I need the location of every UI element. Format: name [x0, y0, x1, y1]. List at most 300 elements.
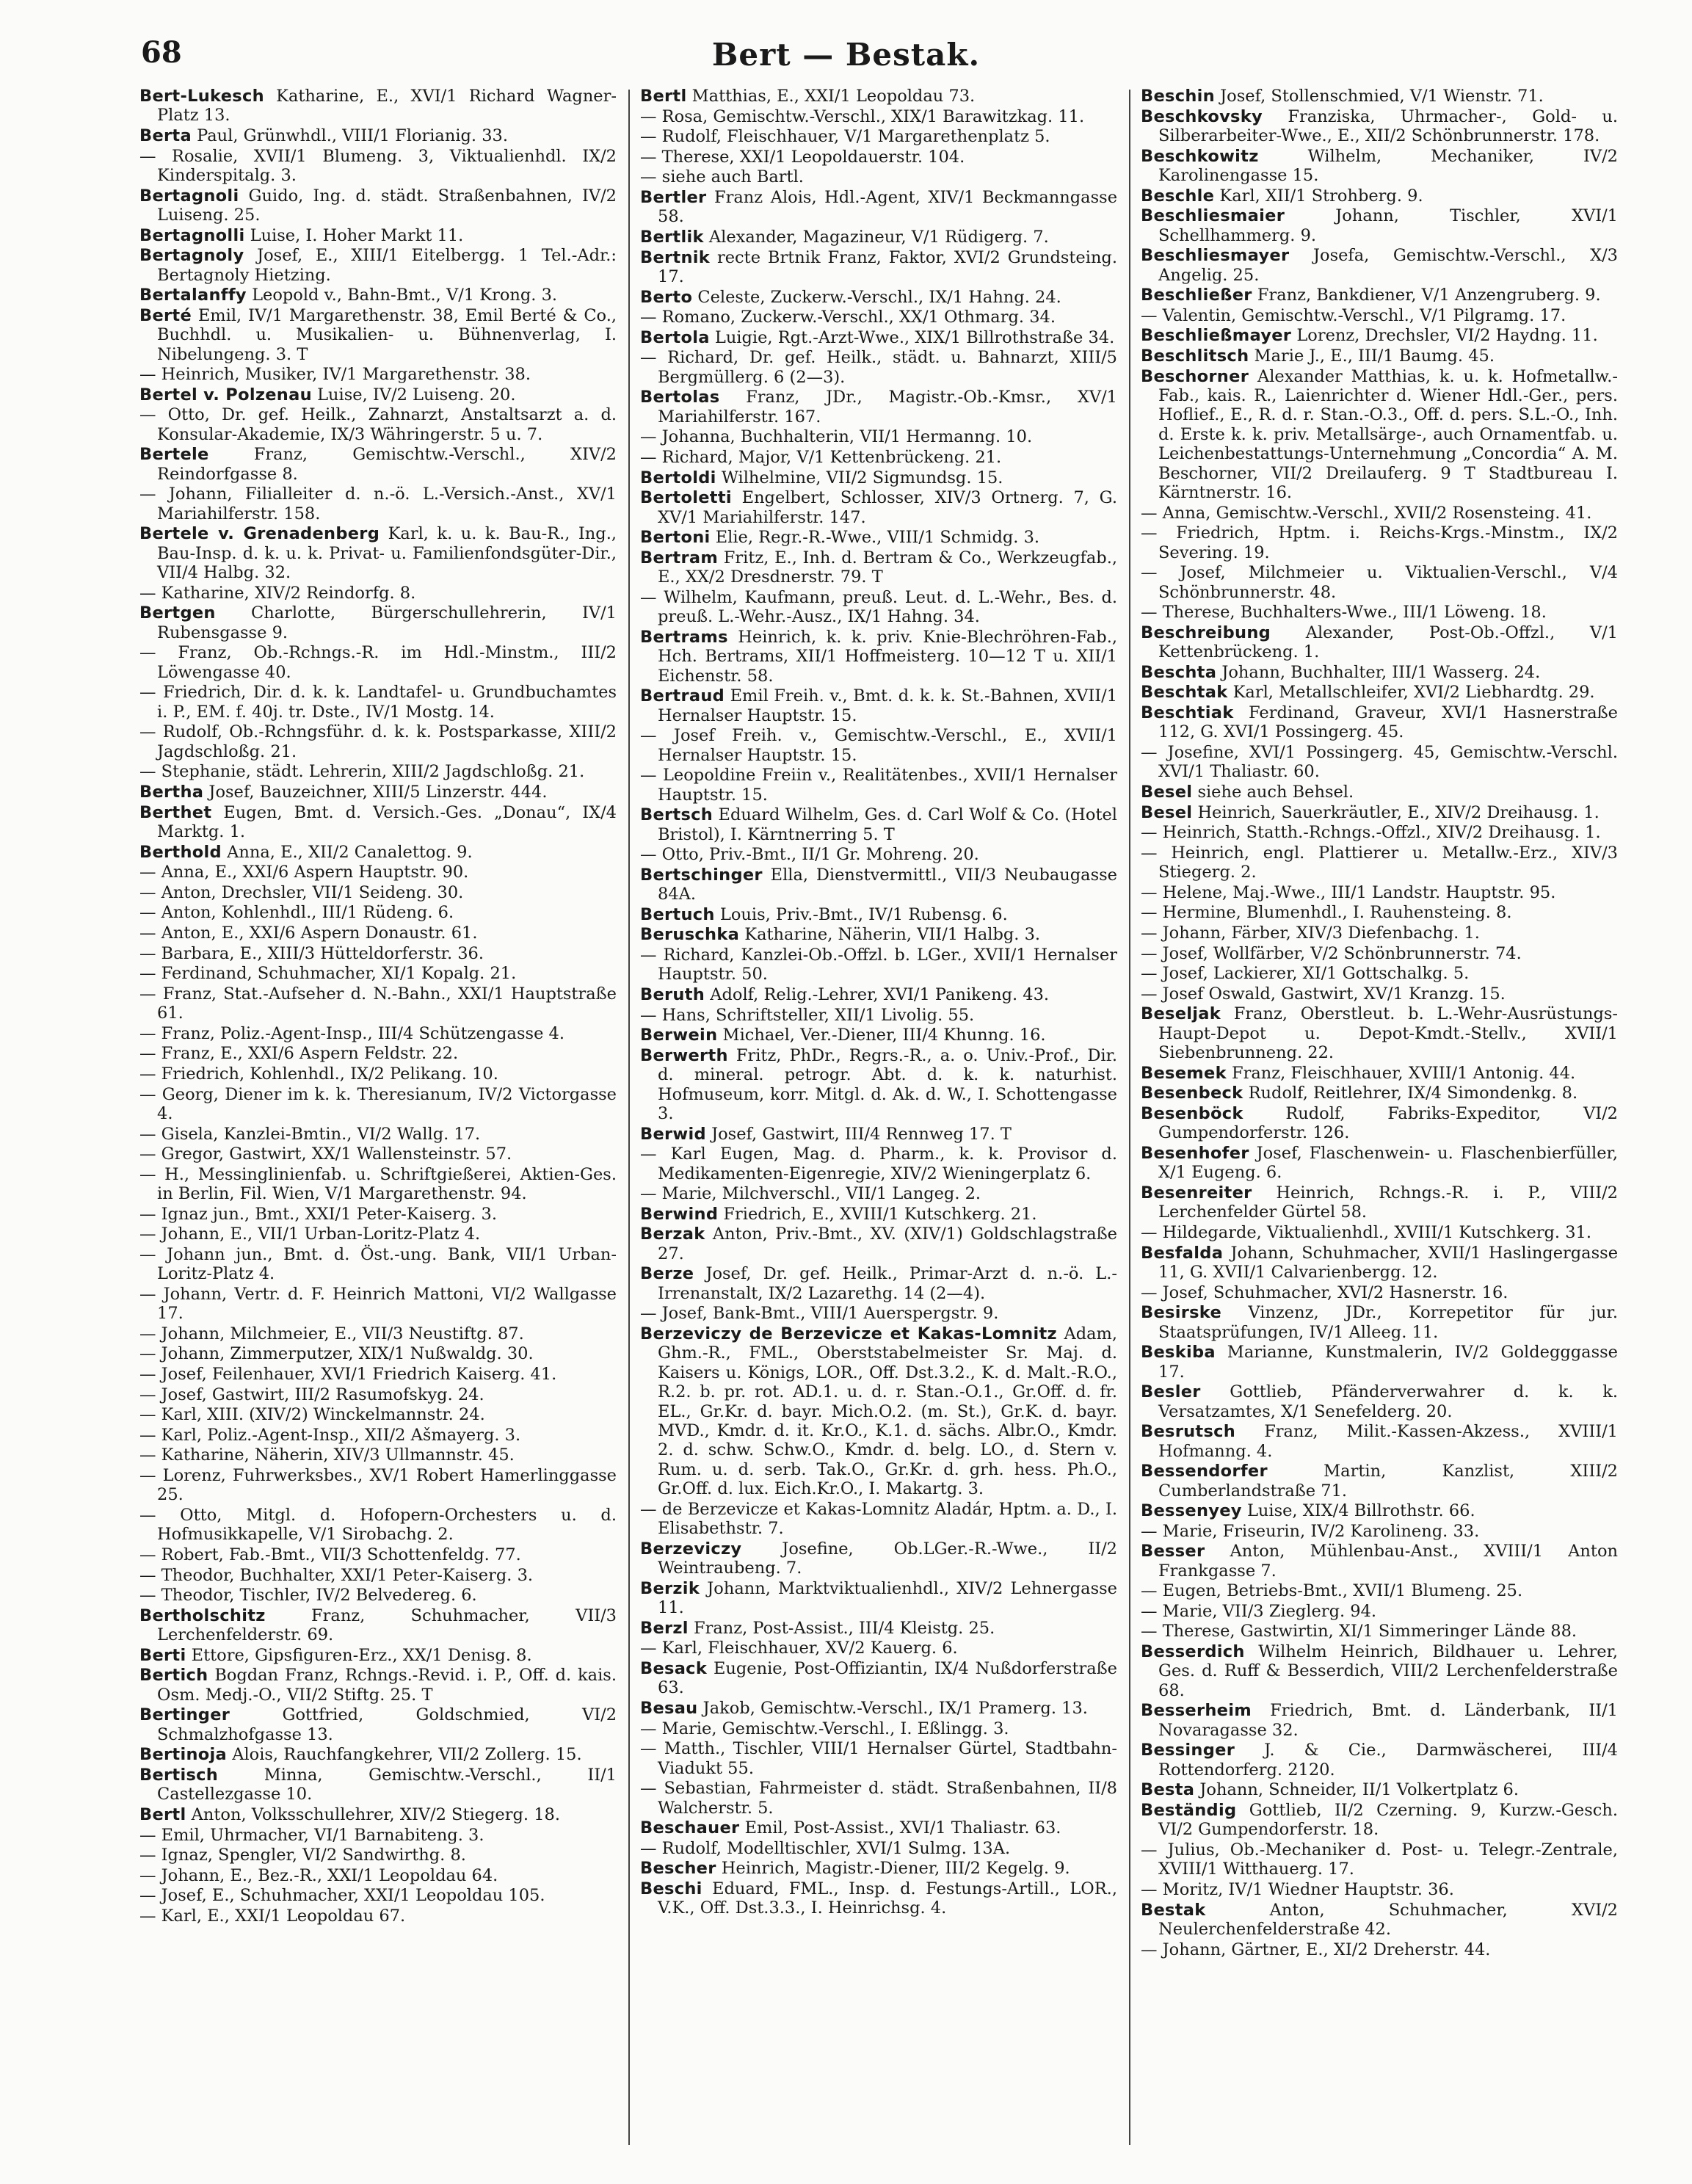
directory-entry	[640, 1579, 1117, 1618]
entry-surname: Beschliesmaier	[1141, 206, 1285, 226]
entry-details: Paul, Grünwhdl., VIII/1 Florianig. 33.	[197, 126, 509, 145]
entry-details: Bogdan Franz, Rchngs.-Revid. i. P., Off. d. kais. Osm. Medj.-O., VII/2 Stiftg. 25. T	[157, 1666, 617, 1705]
directory-entry	[139, 1205, 617, 1224]
directory-entry	[139, 524, 617, 582]
entry-columns	[139, 87, 1630, 2157]
directory-entry	[139, 1826, 617, 1845]
directory-entry	[640, 328, 1117, 347]
directory-entry	[640, 1324, 1117, 1499]
entry-details: — Johann, Gärtner, E., XI/2 Dreherstr. 44.	[1141, 1940, 1491, 1959]
directory-entry	[1141, 367, 1618, 503]
entry-details: Josefine, Ob.LGer.-R.-Wwe., II/2 Weintraubeng. 7.	[658, 1539, 1117, 1578]
directory-entry	[139, 1586, 617, 1605]
entry-surname: Beschreibung	[1141, 623, 1271, 642]
entry-details: — Johann, Zimmerputzer, XIX/1 Nußwaldg. 30.	[139, 1344, 534, 1364]
directory-entry	[139, 365, 617, 384]
directory-entry	[640, 805, 1117, 844]
directory-entry	[640, 1006, 1117, 1025]
directory-entry	[1141, 883, 1618, 902]
entry-details: — Gisela, Kanzlei-Bmtin., VI/2 Wallg. 17.	[139, 1124, 481, 1144]
directory-entry	[1141, 1283, 1618, 1302]
entry-details: Engelbert, Schlosser, XIV/3 Ortnerg. 7, G. XV/1 Mariahilferstr. 147.	[658, 488, 1117, 527]
entry-details: — Franz, Ob.-Rchngs.-R. im Hdl.-Minstm., III/2 Löwengasse 40.	[139, 643, 617, 682]
entry-details: Heinrich, Rchngs.-R. i. P., VIII/2 Lerchenfelder Gürtel 58.	[1158, 1183, 1618, 1222]
entry-details: Luise, IV/2 Luiseng. 20.	[317, 385, 516, 404]
directory-entry	[139, 783, 617, 802]
entry-surname: Bertraud	[640, 686, 725, 706]
directory-entry	[139, 1344, 617, 1363]
entry-details: Johann, Schneider, II/1 Volkertplatz 6.	[1199, 1780, 1519, 1800]
entry-details: Leopold v., Bahn-Bmt., V/1 Krong. 3.	[252, 286, 558, 305]
entry-details: — Anna, Gemischtw.-Verschl., XVII/2 Rosensteing. 41.	[1141, 503, 1592, 523]
directory-entry	[640, 1639, 1117, 1658]
entry-details: — Friedrich, Dir. d. k. k. Landtafel- u. Grundbuchamtes i. P., EM. f. 40j. tr. Dste., IV/1 Mostg. 14.	[139, 683, 617, 722]
entry-details: Marie J., E., III/1 Baumg. 45.	[1254, 346, 1495, 366]
directory-entry	[1141, 1343, 1618, 1382]
directory-entry	[139, 445, 617, 484]
directory-entry	[139, 1324, 617, 1343]
directory-entry	[139, 1024, 617, 1043]
entry-details: Wilhelmine, VII/2 Sigmundsg. 15.	[721, 468, 1003, 487]
entry-details: Guido, Ing. d. städt. Straßenbahnen, IV/2 Luiseng. 25.	[157, 186, 617, 225]
entry-details: Anton, Volksschullehrer, XIV/2 Stiegerg. 18.	[191, 1805, 560, 1824]
entry-surname: Bertgen	[139, 603, 216, 623]
directory-entry	[1141, 347, 1618, 366]
column-divider	[1129, 90, 1130, 2145]
directory-entry	[640, 488, 1117, 527]
directory-entry	[640, 1659, 1117, 1698]
directory-entry	[640, 766, 1117, 805]
directory-entry	[1141, 1581, 1618, 1600]
entry-details: — Franz, Poliz.-Agent-Insp., III/4 Schützengasse 4.	[139, 1023, 565, 1043]
entry-surname: Bessendorfer	[1141, 1462, 1268, 1481]
entry-details: — Rosalie, XVII/1 Blumeng. 3, Viktualienhdl. IX/2 Kinderspitalg. 3.	[139, 146, 617, 185]
directory-entry	[139, 1545, 617, 1564]
entry-surname: Bertel v. Polzenau	[139, 385, 312, 404]
directory-entry	[139, 405, 617, 444]
directory-entry	[139, 903, 617, 922]
entry-details: Adolf, Relig.-Lehrer, XVI/1 Panikeng. 43.	[710, 984, 1050, 1004]
entry-details: Emil, IV/1 Margarethenstr. 38, Emil Berté & Co., Buchhdl. u. Musikalien- u. Bühnenverlag, I. Nibelungeng. 3. T	[157, 305, 617, 364]
directory-entry	[640, 308, 1117, 327]
directory-entry	[139, 1606, 617, 1645]
entry-details: — Richard, Dr. gef. Heilk., städt. u. Bahnarzt, XIII/5 Bergmüllerg. 6 (2—3).	[640, 348, 1117, 387]
directory-entry	[640, 1500, 1117, 1539]
entry-details: Franz Alois, Hdl.-Agent, XIV/1 Beckmanngasse 58.	[658, 187, 1117, 227]
entry-details: Eduard, FML., Insp. d. Festungs-Artill., LOR., V.K., Off. Dst.3.3., I. Heinrichsg. 4.	[658, 1879, 1117, 1918]
directory-entry	[1141, 1701, 1618, 1740]
entry-details: — Leopoldine Freiin v., Realitätenbes., XVII/1 Hernalser Hauptstr. 15.	[640, 766, 1117, 805]
entry-details: — Marie, Milchverschl., VII/1 Langeg. 2.	[640, 1184, 981, 1204]
entry-details: Eugenie, Post-Offiziantin, IX/4 Nußdorferstraße 63.	[658, 1658, 1117, 1698]
entry-details: — Otto, Mitgl. d. Hofopern-Orchesters u. d. Hofmusikkapelle, V/1 Sirobachg. 2.	[139, 1506, 617, 1545]
directory-entry	[1141, 107, 1618, 146]
entry-details: Gottlieb, II/2 Czerning. 9, Kurzw.-Gesch. VI/2 Gumpendorferstr. 18.	[1158, 1801, 1618, 1840]
entry-surname: Berzeviczy	[640, 1539, 742, 1559]
entry-details: Heinrich, k. k. priv. Knie-Blechröhren-Fab., Hch. Bertrams, XII/1 Hoffmeisterg. 10—12 T u. XII/1 Eichenstr. 58.	[658, 627, 1117, 686]
directory-entry	[139, 1405, 617, 1424]
directory-entry	[139, 1225, 617, 1244]
directory-entry	[640, 1719, 1117, 1738]
entry-details: — Johann, E., Bez.-R., XXI/1 Leopoldau 64.	[139, 1865, 498, 1885]
directory-entry	[139, 385, 617, 404]
directory-entry	[1141, 1901, 1618, 1940]
directory-entry	[139, 984, 617, 1023]
directory-entry	[139, 87, 617, 126]
directory-entry	[139, 1285, 617, 1324]
entry-surname: Beschkowitz	[1141, 146, 1259, 166]
entry-surname: Berzak	[640, 1225, 705, 1244]
entry-details: — Franz, Stat.-Aufseher d. N.-Bahn., XXI/1 Hauptstraße 61.	[139, 984, 617, 1023]
entry-details: Wilhelm Heinrich, Bildhauer u. Lehrer, Ges. d. Ruff & Besserdich, VIII/2 Lerchenfelderstraße 68.	[1158, 1642, 1618, 1700]
entry-surname: Berzl	[640, 1618, 689, 1638]
entry-details: — Rudolf, Fleischhauer, V/1 Margarethenplatz 5.	[640, 127, 1050, 147]
entry-surname: Beschtak	[1141, 683, 1228, 703]
directory-entry	[139, 944, 617, 963]
page-number: 68	[141, 35, 182, 70]
entry-details: Luigie, Rgt.-Arzt-Wwe., XIX/1 Billrothstraße 34.	[714, 327, 1115, 347]
entry-details: — Katharine, XIV/2 Reindorfg. 8.	[139, 583, 416, 603]
entry-details: — Richard, Kanzlei-Ob.-Offzl. b. LGer., XVII/1 Hernalser Hauptstr. 50.	[640, 945, 1117, 984]
directory-entry	[640, 528, 1117, 547]
directory-entry	[1141, 186, 1618, 206]
directory-entry	[1141, 1602, 1618, 1621]
entry-surname: Bestak	[1141, 1900, 1206, 1920]
entry-surname: Besirske	[1141, 1303, 1222, 1323]
directory-entry	[640, 1839, 1117, 1858]
entry-surname: Beschkovsky	[1141, 106, 1263, 126]
entry-details: — Theodor, Buchhalter, XXI/1 Peter-Kaiserg. 3.	[139, 1565, 534, 1585]
entry-surname: Besenbeck	[1141, 1084, 1243, 1103]
entry-details: Josef, Flaschenwein- u. Flaschenbierfüller, X/1 Eugeng. 6.	[1158, 1143, 1618, 1183]
directory-entry	[1141, 1741, 1618, 1780]
entry-surname: Bertram	[640, 548, 719, 567]
directory-entry	[139, 1385, 617, 1404]
entry-surname: Bertnik	[640, 247, 711, 267]
directory-entry	[1141, 844, 1618, 882]
entry-details: — Heinrich, Musiker, IV/1 Margarethenstr. 38.	[139, 365, 531, 385]
directory-entry	[139, 1466, 617, 1505]
entry-details: — Josef, Feilenhauer, XVI/1 Friedrich Kaiserg. 41.	[139, 1365, 557, 1385]
entry-details: — Helene, Maj.-Wwe., III/1 Landstr. Hauptstr. 95.	[1141, 882, 1556, 902]
entry-surname: Bertagnolli	[139, 225, 245, 245]
directory-entry	[139, 246, 617, 285]
entry-surname: Beseljak	[1141, 1004, 1221, 1024]
entry-details: — Johann jun., Bmt. d. Öst.-ung. Bank, VII/1 Urban-Loritz-Platz 4.	[139, 1244, 617, 1284]
directory-entry	[1141, 147, 1618, 186]
entry-details: Elie, Regr.-R.-Wwe., VIII/1 Schmidg. 3.	[715, 528, 1040, 548]
entry-details: — Barbara, E., XIII/3 Hütteldorferstr. 36.	[139, 943, 484, 963]
entry-details: Josef, E., XIII/1 Eitelbergg. 1 Tel.-Adr.: Bertagnoly Hietzing.	[157, 246, 617, 285]
entry-surname: Beruschka	[640, 925, 740, 945]
entry-surname: Berthet	[139, 802, 212, 822]
entry-details: — Josef Oswald, Gastwirt, XV/1 Kranzg. 15.	[1141, 984, 1506, 1004]
directory-entry	[139, 1506, 617, 1545]
directory-entry	[139, 306, 617, 364]
entry-details: Josefa, Gemischtw.-Verschl., X/3 Angelig. 25.	[1158, 246, 1618, 285]
directory-entry	[139, 722, 617, 761]
entry-details: Franz, Gemischtw.-Verschl., XIV/2 Reindorfgasse 8.	[157, 445, 617, 484]
directory-entry	[640, 87, 1117, 106]
entry-details: Franz, Oberstleut. b. L.-Wehr-Ausrüstungs-Haupt-Depot u. Depot-Kmdt.-Stellv., XVII/1 Siebenbrunneng. 22.	[1158, 1004, 1618, 1063]
directory-entry	[1141, 743, 1618, 782]
entry-surname: Bertinoja	[139, 1745, 228, 1765]
entry-details: — Stephanie, städt. Lehrerin, XIII/2 Jagdschloßg. 21.	[139, 762, 585, 782]
entry-details: — Julius, Ob.-Mechaniker d. Post- u. Telegr.-Zentrale, XVIII/1 Witthauerg. 17.	[1141, 1840, 1618, 1879]
directory-entry	[1141, 1223, 1618, 1242]
entry-surname: Beständig	[1141, 1801, 1237, 1821]
entry-surname: Beschi	[640, 1879, 702, 1898]
directory-entry	[640, 1619, 1117, 1638]
entry-surname: Bertlik	[640, 227, 704, 247]
directory-entry	[139, 126, 617, 145]
entry-details: — Josef, Bank-Bmt., VIII/1 Auerspergstr. 9.	[640, 1304, 999, 1324]
entry-details: — Rudolf, Modelltischler, XVI/1 Sulmg. 13A.	[640, 1838, 1011, 1858]
entry-surname: Bertisch	[139, 1766, 219, 1785]
directory-entry	[640, 866, 1117, 904]
entry-surname: Bertolas	[640, 388, 720, 407]
entry-details: — Johann, Milchmeier, E., VII/3 Neustiftg. 87.	[139, 1324, 524, 1343]
directory-entry	[1141, 1422, 1618, 1461]
directory-entry	[1141, 803, 1618, 822]
entry-details: recte Brtnik Franz, Faktor, XVI/2 Grundsteing. 17.	[658, 247, 1117, 286]
entry-details: — Johann, Filialleiter d. n.-ö. L.-Versich.-Anst., XV/1 Mariahilferstr. 158.	[139, 485, 617, 523]
entry-details: Franziska, Uhrmacher-, Gold- u. Silberarbeiter-Wwe., E., XII/2 Schönbrunnerstr. 178.	[1158, 106, 1618, 145]
entry-details: — Wilhelm, Kaufmann, preuß. Leut. d. L.-Wehr., Bes. d. preuß. L.-Wehr.-Ausz., IX/1 Hahng. 34.	[640, 587, 1117, 627]
directory-entry	[640, 946, 1117, 984]
directory-entry	[139, 1805, 617, 1824]
entry-surname: Besel	[1141, 802, 1193, 822]
entry-details: — Georg, Diener im k. k. Theresianum, IV/2 Victorgasse 4.	[139, 1084, 617, 1123]
entry-surname: Beschta	[1141, 662, 1217, 682]
directory-entry	[1141, 984, 1618, 1004]
entry-surname: Bertele v. Grenadenberg	[139, 524, 380, 544]
entry-details: Marianne, Kunstmalerin, IV/2 Goldegggasse 17.	[1158, 1343, 1618, 1382]
entry-surname: Bertoletti	[640, 488, 732, 508]
directory-entry	[139, 843, 617, 862]
entry-surname: Beschauer	[640, 1818, 740, 1838]
entry-details: Karl, Metallschleifer, XVI/2 Liebhardtg. 29.	[1232, 683, 1595, 703]
entry-surname: Berwein	[640, 1026, 718, 1045]
directory-entry	[640, 1859, 1117, 1878]
entry-details: — Otto, Dr. gef. Heilk., Zahnarzt, Anstaltsarzt a. d. Konsular-Akademie, IX/3 Währingerstr. 5 u. 7.	[139, 405, 617, 444]
entry-details: — Josef, Wollfärber, V/2 Schönbrunnerstr. 74.	[1141, 943, 1522, 963]
directory-entry	[640, 1304, 1117, 1323]
entry-surname: Berze	[640, 1264, 694, 1284]
entry-surname: Beschliesmayer	[1141, 246, 1290, 266]
entry-details: Katharine, E., XVI/1 Richard Wagner-Platz 13.	[157, 87, 617, 126]
directory-entry	[1141, 1244, 1618, 1283]
directory-entry	[640, 925, 1117, 944]
entry-details: Eduard Wilhelm, Ges. d. Carl Wolf & Co. (Hotel Bristol), I. Kärntnerring 5. T	[658, 805, 1117, 844]
entry-details: Gottfried, Goldschmied, VI/2 Schmalzhofgasse 13.	[157, 1705, 617, 1744]
entry-details: — Therese, XXI/1 Leopoldauerstr. 104.	[640, 147, 965, 167]
directory-entry	[640, 1225, 1117, 1263]
entry-details: Alexander, Post-Ob.-Offzl., V/1 Kettenbrückeng. 1.	[1158, 623, 1618, 662]
directory-entry	[1141, 87, 1618, 106]
directory-entry	[1141, 1501, 1618, 1520]
directory-entry	[1141, 1940, 1618, 1959]
entry-details: — Lorenz, Fuhrwerksbes., XV/1 Robert Hamerlinggasse 25.	[139, 1466, 617, 1505]
entry-details: Johann, Marktviktualienhdl., XIV/2 Lehnergasse 11.	[658, 1578, 1117, 1618]
entry-surname: Besemek	[1141, 1063, 1227, 1083]
directory-entry	[139, 584, 617, 603]
entry-surname: Besau	[640, 1698, 698, 1718]
directory-entry	[640, 845, 1117, 864]
entry-details: — Robert, Fab.-Bmt., VII/3 Schottenfeldg. 77.	[139, 1545, 521, 1565]
directory-entry	[139, 226, 617, 245]
entry-details: — Marie, VII/3 Zieglerg. 94.	[1141, 1601, 1377, 1621]
entry-details: Friedrich, Bmt. d. Länderbank, II/1 Novaragasse 32.	[1158, 1701, 1618, 1740]
entry-details: Celeste, Zuckerw.-Verschl., IX/1 Hahng. 24.	[697, 287, 1061, 307]
entry-surname: Bertalanffy	[139, 286, 247, 305]
entry-details: — Karl, XIII. (XIV/2) Winckelmannstr. 24.	[139, 1405, 485, 1425]
directory-entry	[1141, 1382, 1618, 1421]
entry-details: Minna, Gemischtw.-Verschl., II/1 Castellezgasse 10.	[157, 1766, 617, 1804]
entry-details: — Eugen, Betriebs-Bmt., XVII/1 Blumeng. 25.	[1141, 1581, 1523, 1601]
entry-surname: Besenhofer	[1141, 1143, 1249, 1163]
directory-entry	[640, 127, 1117, 146]
directory-entry	[1141, 523, 1618, 562]
entry-details: Karl, k. u. k. Bau-R., Ing., Bau-Insp. d. k. u. k. Privat- u. Familienfondsgüter-Dir., VII/4 Halbg. 32.	[157, 524, 617, 583]
entry-surname: Bertsch	[640, 805, 714, 825]
entry-surname: Beschlitsch	[1141, 346, 1249, 366]
entry-details: Charlotte, Bürgerschullehrerin, IV/1 Rubensgasse 9.	[157, 603, 617, 642]
entry-details: — Ferdinand, Schuhmacher, XI/1 Kopalg. 21.	[139, 964, 517, 984]
directory-entry	[139, 1766, 617, 1804]
entry-surname: Bertagnoli	[139, 186, 239, 206]
directory-entry	[640, 1779, 1117, 1818]
entry-surname: Bescher	[640, 1859, 716, 1879]
entry-surname: Berti	[139, 1645, 186, 1665]
entry-details: Rudolf, Reitlehrer, IX/4 Simondenkg. 8.	[1248, 1084, 1578, 1103]
entry-details: — Therese, Gastwirtin, XI/1 Simmeringer Lände 88.	[1141, 1622, 1577, 1641]
directory-entry	[640, 628, 1117, 686]
entry-details: — Matth., Tischler, VIII/1 Hernalser Gürtel, Stadtbahn-Viadukt 55.	[640, 1739, 1117, 1778]
directory-entry	[139, 1886, 617, 1905]
entry-details: — Heinrich, engl. Plattierer u. Metallw.-Erz., XIV/3 Stiegerg. 2.	[1141, 843, 1618, 882]
directory-entry	[1141, 1542, 1618, 1581]
entry-details: Louis, Priv.-Bmt., IV/1 Rubensg. 6.	[719, 904, 1008, 924]
entry-surname: Berzik	[640, 1578, 700, 1598]
entry-details: Franz, Bankdiener, V/1 Anzengruberg. 9.	[1257, 286, 1601, 305]
entry-surname: Beschtiak	[1141, 703, 1234, 722]
directory-entry	[139, 186, 617, 225]
directory-entry	[1141, 326, 1618, 345]
directory-entry	[640, 588, 1117, 627]
entry-details: Alois, Rauchfangkehrer, VII/2 Zollerg. 15.	[232, 1745, 582, 1765]
entry-details: — Josefine, XVI/1 Possingerg. 45, Gemischtw.-Verschl. XVI/1 Thaliastr. 60.	[1141, 742, 1618, 782]
directory-entry	[1141, 703, 1618, 742]
entry-surname: Besrutsch	[1141, 1422, 1236, 1442]
entry-surname: Beschin	[1141, 87, 1215, 106]
directory-entry	[139, 964, 617, 983]
entry-details: Ferdinand, Graveur, XVI/1 Hasnerstraße 112, G. XVI/1 Possingerg. 45.	[1158, 703, 1618, 742]
directory-entry	[139, 1866, 617, 1885]
entry-details: Vinzenz, JDr., Korrepetitor für jur. Staatsprüfungen, IV/1 Alleeg. 11.	[1158, 1303, 1618, 1342]
entry-details: siehe auch Behsel.	[1197, 782, 1354, 802]
entry-details: — Hans, Schriftsteller, XII/1 Livolig. 55.	[640, 1005, 975, 1025]
entry-details: Lorenz, Drechsler, VI/2 Haydng. 11.	[1296, 326, 1598, 346]
directory-entry	[640, 726, 1117, 765]
directory-entry	[640, 288, 1117, 307]
entry-details: — Josef, Lackierer, XI/1 Gottschalkg. 5.	[1141, 964, 1470, 984]
entry-surname: Beschorner	[1141, 366, 1249, 386]
entry-details: — Moritz, IV/1 Wiedner Hauptstr. 36.	[1141, 1880, 1454, 1900]
directory-entry	[640, 1125, 1117, 1144]
directory-entry	[640, 1205, 1117, 1224]
entry-details: Katharine, Näherin, VII/1 Halbg. 3.	[744, 925, 1041, 945]
directory-entry	[640, 1879, 1117, 1918]
entry-surname: Besta	[1141, 1780, 1195, 1800]
directory-entry	[640, 248, 1117, 287]
directory-entry	[640, 1046, 1117, 1124]
entry-surname: Besel	[1141, 782, 1193, 802]
directory-entry	[139, 863, 617, 882]
directory-entry	[640, 448, 1117, 467]
entry-details: Gottlieb, Pfänderverwahrer d. k. k. Versatzamtes, X/1 Senefelderg. 20.	[1158, 1382, 1618, 1421]
entry-surname: Bertoni	[640, 528, 711, 548]
entry-details: Franz, Schuhmacher, VII/3 Lerchenfelderstr. 69.	[157, 1606, 617, 1645]
entry-details: — Ignaz jun., Bmt., XXI/1 Peter-Kaiserg. 3.	[139, 1204, 497, 1224]
directory-entry	[139, 762, 617, 781]
directory-entry	[139, 147, 617, 186]
directory-entry	[640, 1264, 1117, 1303]
entry-surname: Beschle	[1141, 186, 1215, 206]
entry-surname: Besser	[1141, 1542, 1205, 1561]
directory-entry	[640, 228, 1117, 247]
entry-surname: Beruth	[640, 984, 705, 1004]
directory-entry	[1141, 563, 1618, 602]
entry-details: Wilhelm, Mechaniker, IV/2 Karolinengasse 15.	[1158, 146, 1618, 185]
directory-entry	[139, 924, 617, 943]
entry-details: Jakob, Gemischtw.-Verschl., IX/1 Pramerg. 13.	[702, 1698, 1088, 1718]
entry-surname: Bertoldi	[640, 468, 716, 487]
directory-entry	[640, 1184, 1117, 1203]
directory-entry	[1141, 1144, 1618, 1183]
directory-entry	[1141, 623, 1618, 662]
directory-entry	[640, 107, 1117, 126]
entry-surname: Bessinger	[1141, 1741, 1235, 1760]
entry-details: Josef, Dr. gef. Heilk., Primar-Arzt d. n.-ö. L.-Irrenanstalt, IX/2 Lazarethg. 14 (2—4).	[658, 1264, 1117, 1303]
entry-details: Anton, Mühlenbau-Anst., XVIII/1 Anton Frankgasse 7.	[1158, 1542, 1618, 1581]
directory-entry	[139, 485, 617, 523]
entry-surname: Besenreiter	[1141, 1183, 1252, 1202]
directory-entry	[139, 1907, 617, 1926]
entry-details: — Karl, E., XXI/1 Leopoldau 67.	[139, 1906, 406, 1926]
entry-surname: Berzeviczy de Berzevicze et Kakas-Lomnitz	[640, 1324, 1057, 1343]
entry-details: — Josef, Schuhmacher, XVI/2 Hasnerstr. 16.	[1141, 1283, 1508, 1302]
entry-surname: Berwerth	[640, 1045, 728, 1065]
entry-details: — Anton, Kohlenhdl., III/1 Rüdeng. 6.	[139, 903, 454, 923]
directory-entry	[139, 286, 617, 305]
entry-details: — siehe auch Bartl.	[640, 167, 804, 187]
entry-details: Johann, Schuhmacher, XVII/1 Haslingergasse 11, G. XVII/1 Calvarienbergg. 12.	[1158, 1243, 1618, 1282]
directory-entry	[139, 1044, 617, 1063]
entry-surname: Berto	[640, 287, 693, 307]
directory-entry	[1141, 964, 1618, 983]
directory-entry	[640, 1699, 1117, 1718]
directory-entry	[1141, 1780, 1618, 1799]
directory-entry	[139, 1705, 617, 1744]
directory-entry	[1141, 1064, 1618, 1083]
column-2	[640, 87, 1117, 2157]
entry-details: — Marie, Friseurin, IV/2 Karolineng. 33.	[1141, 1521, 1480, 1541]
directory-entry	[1141, 206, 1618, 245]
entry-details: — Rosa, Gemischtw.-Verschl., XIX/1 Barawitzkag. 11.	[640, 106, 1085, 126]
entry-details: Johann, Buchhalter, III/1 Wasserg. 24.	[1221, 662, 1541, 682]
entry-details: Alexander, Magazineur, V/1 Rüdigerg. 7.	[708, 227, 1049, 247]
